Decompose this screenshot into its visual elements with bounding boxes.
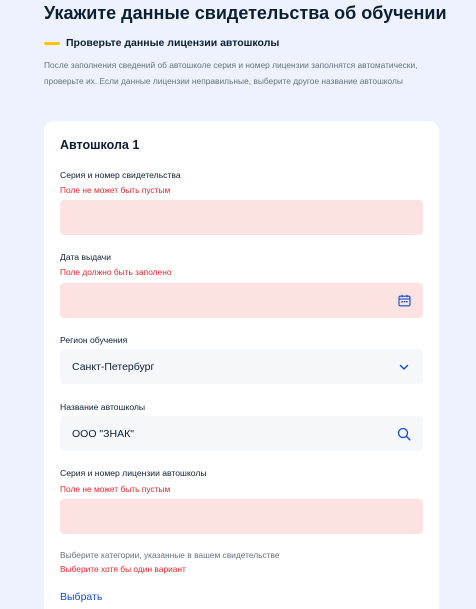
license-input[interactable] — [60, 499, 423, 534]
license-label: Серия и номер лицензии автошколы — [60, 468, 207, 478]
categories-hint: Выберите категории, указанные в вашем свидетельстве — [60, 550, 280, 560]
region-label: Регион обучения — [60, 335, 128, 345]
issue-date-label: Дата выдачи — [60, 252, 112, 262]
notice-accent-bar — [44, 42, 60, 45]
calendar-icon[interactable] — [397, 294, 411, 308]
driving-school-card — [44, 121, 439, 609]
select-categories-link[interactable]: Выбрать — [60, 591, 103, 603]
school-name-label: Название автошколы — [60, 402, 146, 412]
school-name-value: ООО "ЗНАК" — [72, 427, 134, 440]
notice-title: Проверьте данные лицензии автошколы — [66, 37, 280, 49]
certificate-input[interactable] — [60, 200, 423, 235]
categories-error: Выберите хотя бы один вариант — [60, 564, 186, 574]
search-icon[interactable] — [397, 427, 411, 441]
certificate-error: Поле не может быть пустым — [60, 185, 171, 195]
notice-header — [44, 36, 279, 50]
issue-date-input[interactable] — [60, 283, 423, 318]
certificate-label: Серия и номер свидетельства — [60, 170, 181, 180]
page-title: Укажите данные свидетельства об обучении — [44, 3, 447, 23]
school-name-input[interactable] — [60, 416, 423, 451]
card-title: Автошкола 1 — [60, 138, 140, 152]
license-error: Поле не может быть пустым — [60, 484, 171, 494]
chevron-down-icon[interactable] — [397, 360, 411, 374]
region-select[interactable] — [60, 349, 423, 384]
region-value: Санкт-Петербург — [72, 360, 155, 373]
notice-text: После заполнения сведений об автошколе серия и номер лицензии заполнятся автоматически, проверьте их. Если данные лицензии неправильные, выберите другое название автошколы — [44, 60, 418, 86]
issue-date-error: Поле должно быть заполено — [60, 267, 172, 277]
